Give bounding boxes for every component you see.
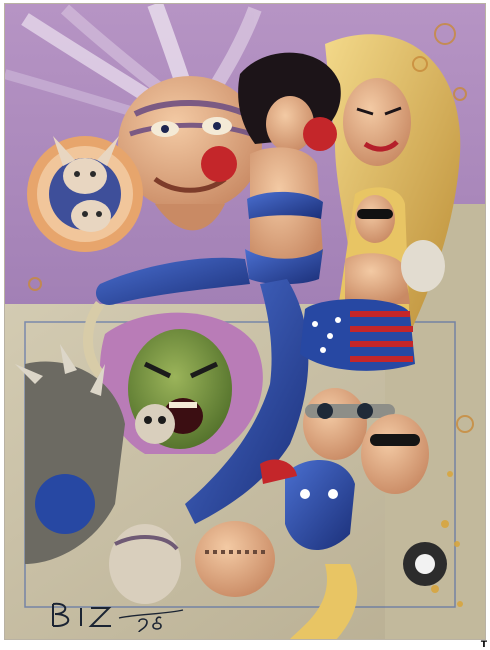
cat-in-flower <box>27 136 143 252</box>
artist-signature <box>47 596 187 636</box>
cover-artwork <box>4 3 486 640</box>
corner-mark: T <box>480 640 487 650</box>
artwork-painting <box>5 4 486 640</box>
signature-mark <box>47 596 187 636</box>
